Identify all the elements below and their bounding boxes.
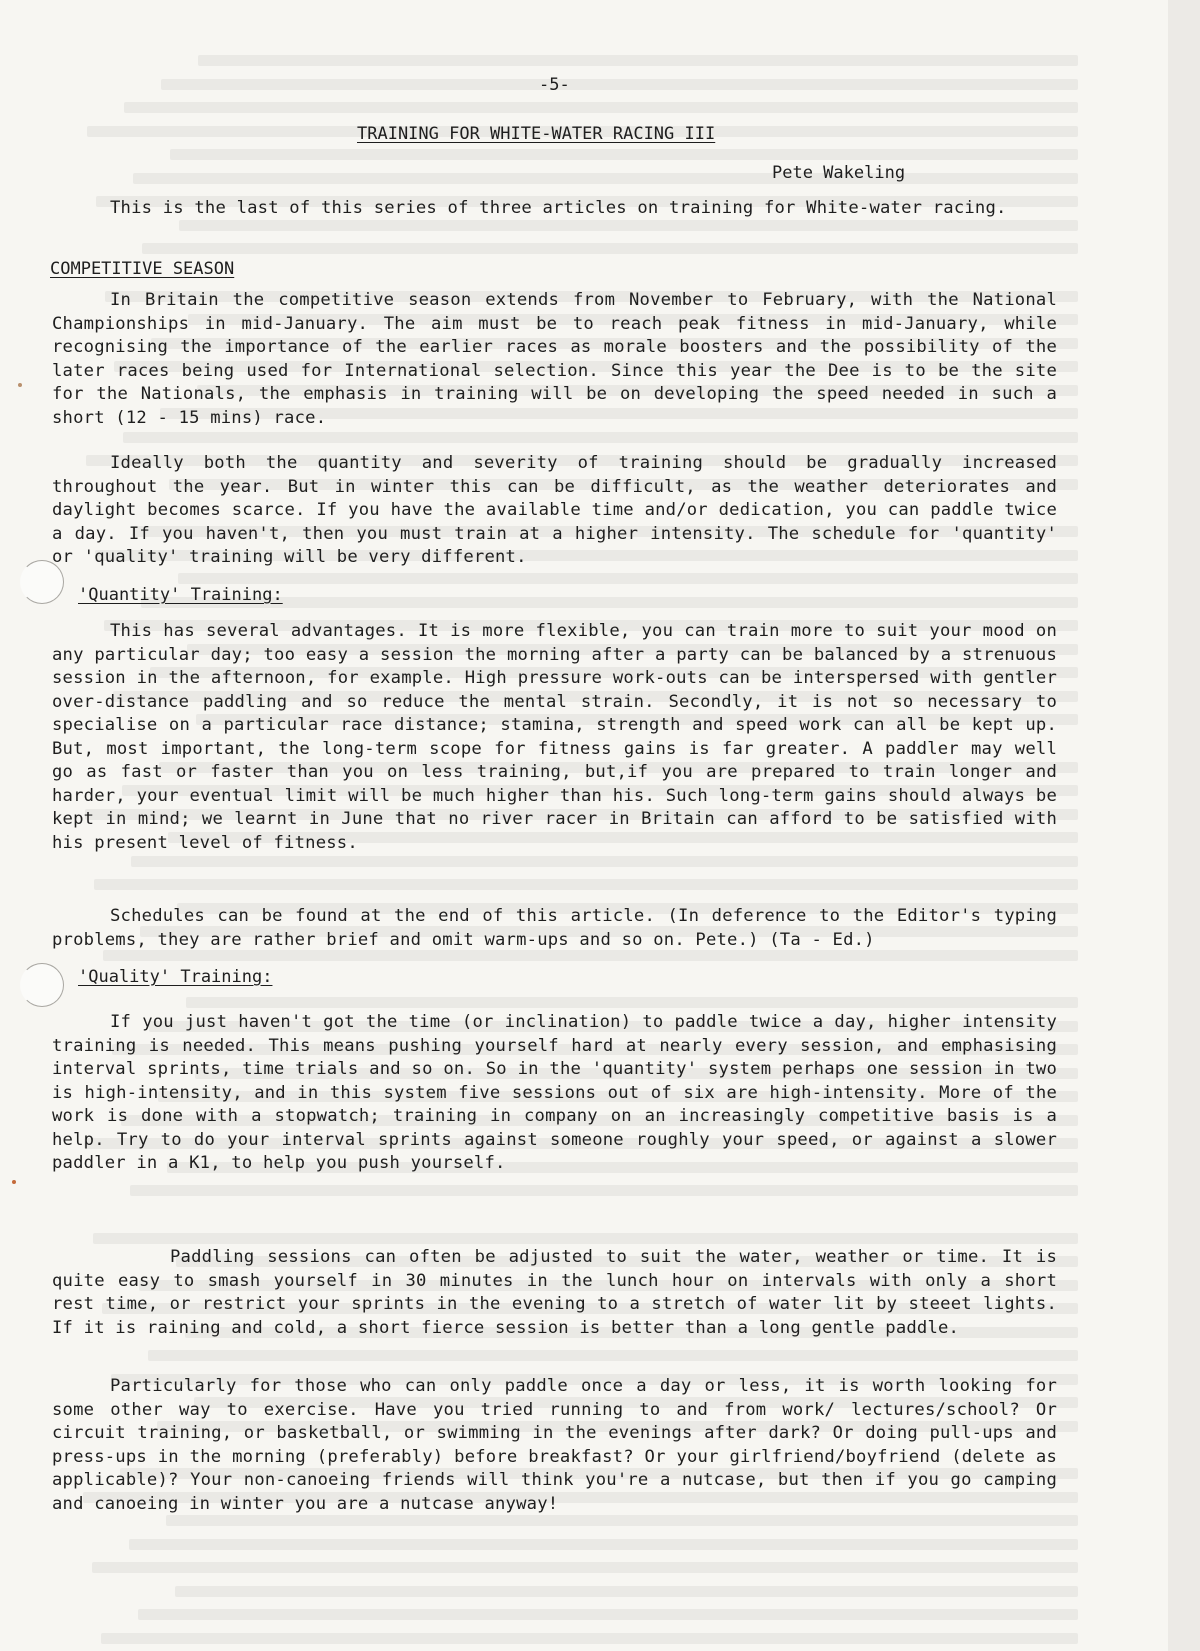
page-number: -5-	[539, 75, 570, 95]
page-edge	[1168, 0, 1200, 1651]
show-through-line	[138, 1609, 1078, 1620]
paragraph: Schedules can be found at the end of this article. (In deference to the Editor's typing problems, they are rather brief and omit warm-ups and so on. Pete.) (Ta - Ed.)	[52, 906, 1057, 950]
punch-hole-bottom	[20, 963, 64, 1007]
intro-paragraph: This is the last of this series of three articles on training for White-water racing.	[110, 198, 1007, 218]
section-heading-quality: 'Quality' Training:	[78, 967, 273, 987]
show-through-line	[124, 102, 1078, 113]
show-through-line	[101, 1633, 1078, 1644]
paragraph: Paddling sessions can often be adjusted to suit the water, weather or time. It is quite easy to smash yourself in 30 minutes in the lunch hour on intervals with only a short rest time, or restrict your sprints in the evening to a stretch of water lit by steeet lights. If it is raining and cold, a short fierce session is better than a long gentle paddle.	[52, 1247, 1057, 1338]
show-through-line	[148, 1350, 1078, 1361]
section-heading-quantity: 'Quantity' Training:	[78, 585, 283, 605]
show-through-line	[161, 79, 1078, 90]
show-through-line	[198, 55, 1078, 66]
show-through-line	[131, 856, 1078, 867]
show-through-line	[123, 432, 1078, 443]
paragraph: In Britain the competitive season extends from November to February, with the National Championships in mid-January. The aim must be to reach peak fitness in mid-January, while recognising the importance of the earlier races as morale boosters and the possibility of the later races being used for International selection. Since this year the Dee is to be the site for the Nationals, the emphasis in training will be on developing the speed needed in such a short (12 - 15 mins) race.	[52, 290, 1057, 428]
paper-speck	[18, 383, 22, 387]
show-through-line	[133, 173, 1078, 184]
show-through-line	[166, 1515, 1078, 1526]
paper-speck	[12, 1180, 16, 1184]
show-through-line	[170, 149, 1078, 160]
section-heading-competitive: COMPETITIVE SEASON	[50, 259, 235, 279]
show-through-line	[179, 220, 1078, 231]
article-author: Pete Wakeling	[772, 163, 906, 183]
show-through-line	[94, 879, 1078, 890]
show-through-line	[175, 1586, 1078, 1597]
show-through-line	[130, 1185, 1078, 1196]
show-through-line	[178, 573, 1078, 584]
show-through-line	[129, 1539, 1078, 1550]
paragraph: If you just haven't got the time (or inclination) to paddle twice a day, higher intensity training is needed. This means pushing yourself hard at nearly every session, and emphasising interval sprints, time trials and so on. So in the 'quantity' system perhaps one session in two is high-intensity, and in this system five sessions out of six are high-intensity. More of the work is done with a stopwatch; training in company on an increasingly competitive basis is a help. Try to do your interval sprints against someone roughly your speed, or against a slower paddler in a K1, to help you push yourself.	[52, 1012, 1057, 1173]
show-through-line	[142, 243, 1078, 254]
paragraph: Ideally both the quantity and severity of training should be gradually increased throughout the year. But in winter this can be difficult, as the weather deteriorates and daylight becomes scarce. If you have the available time and/or dedication, you can paddle twice a day. If you haven't, then you must train at a higher intensity. The schedule for 'quantity' or 'quality' training will be very different.	[52, 453, 1057, 567]
show-through-line	[92, 1562, 1078, 1573]
article-title: TRAINING FOR WHITE-WATER RACING III	[357, 124, 716, 144]
paragraph: This has several advantages. It is more flexible, you can train more to suit your mood on any particular day; too easy a session the morning after a party can be balanced by a strenuous session in the afternoon, for example. High pressure work-outs can be interspersed with gentler over-distance paddling and so reduce the mental strain. Secondly, it is not so necessary to specialise on a particular race distance; stamina, strength and speed work can all be kept up. But, most important, the long-term scope for fitness gains is far greater. A paddler may well go as fast or faster than you on less training, but,if you are prepared to train longer and harder, your eventual limit will be much higher than his. Such long-term gains should always be kept in mind; we learnt in June that no river racer in Britain can afford to be satisfied with his present level of fitness.	[52, 621, 1057, 853]
paragraph: Particularly for those who can only paddle once a day or less, it is worth looking for some other way to exercise. Have you tried running to and from work/ lectures/school? Or circuit training, or basketball, or swimming in the evenings after dark? Or doing pull-ups and press-ups in the morning (preferably) before breakfast? Or your girlfriend/boyfriend (delete as applicable)? Your non-canoeing friends will think you're a nutcase, but then if you go camping and canoeing in winter you are a nutcase anyway!	[52, 1376, 1057, 1514]
show-through-line	[186, 997, 1078, 1008]
show-through-line	[93, 1233, 1078, 1244]
